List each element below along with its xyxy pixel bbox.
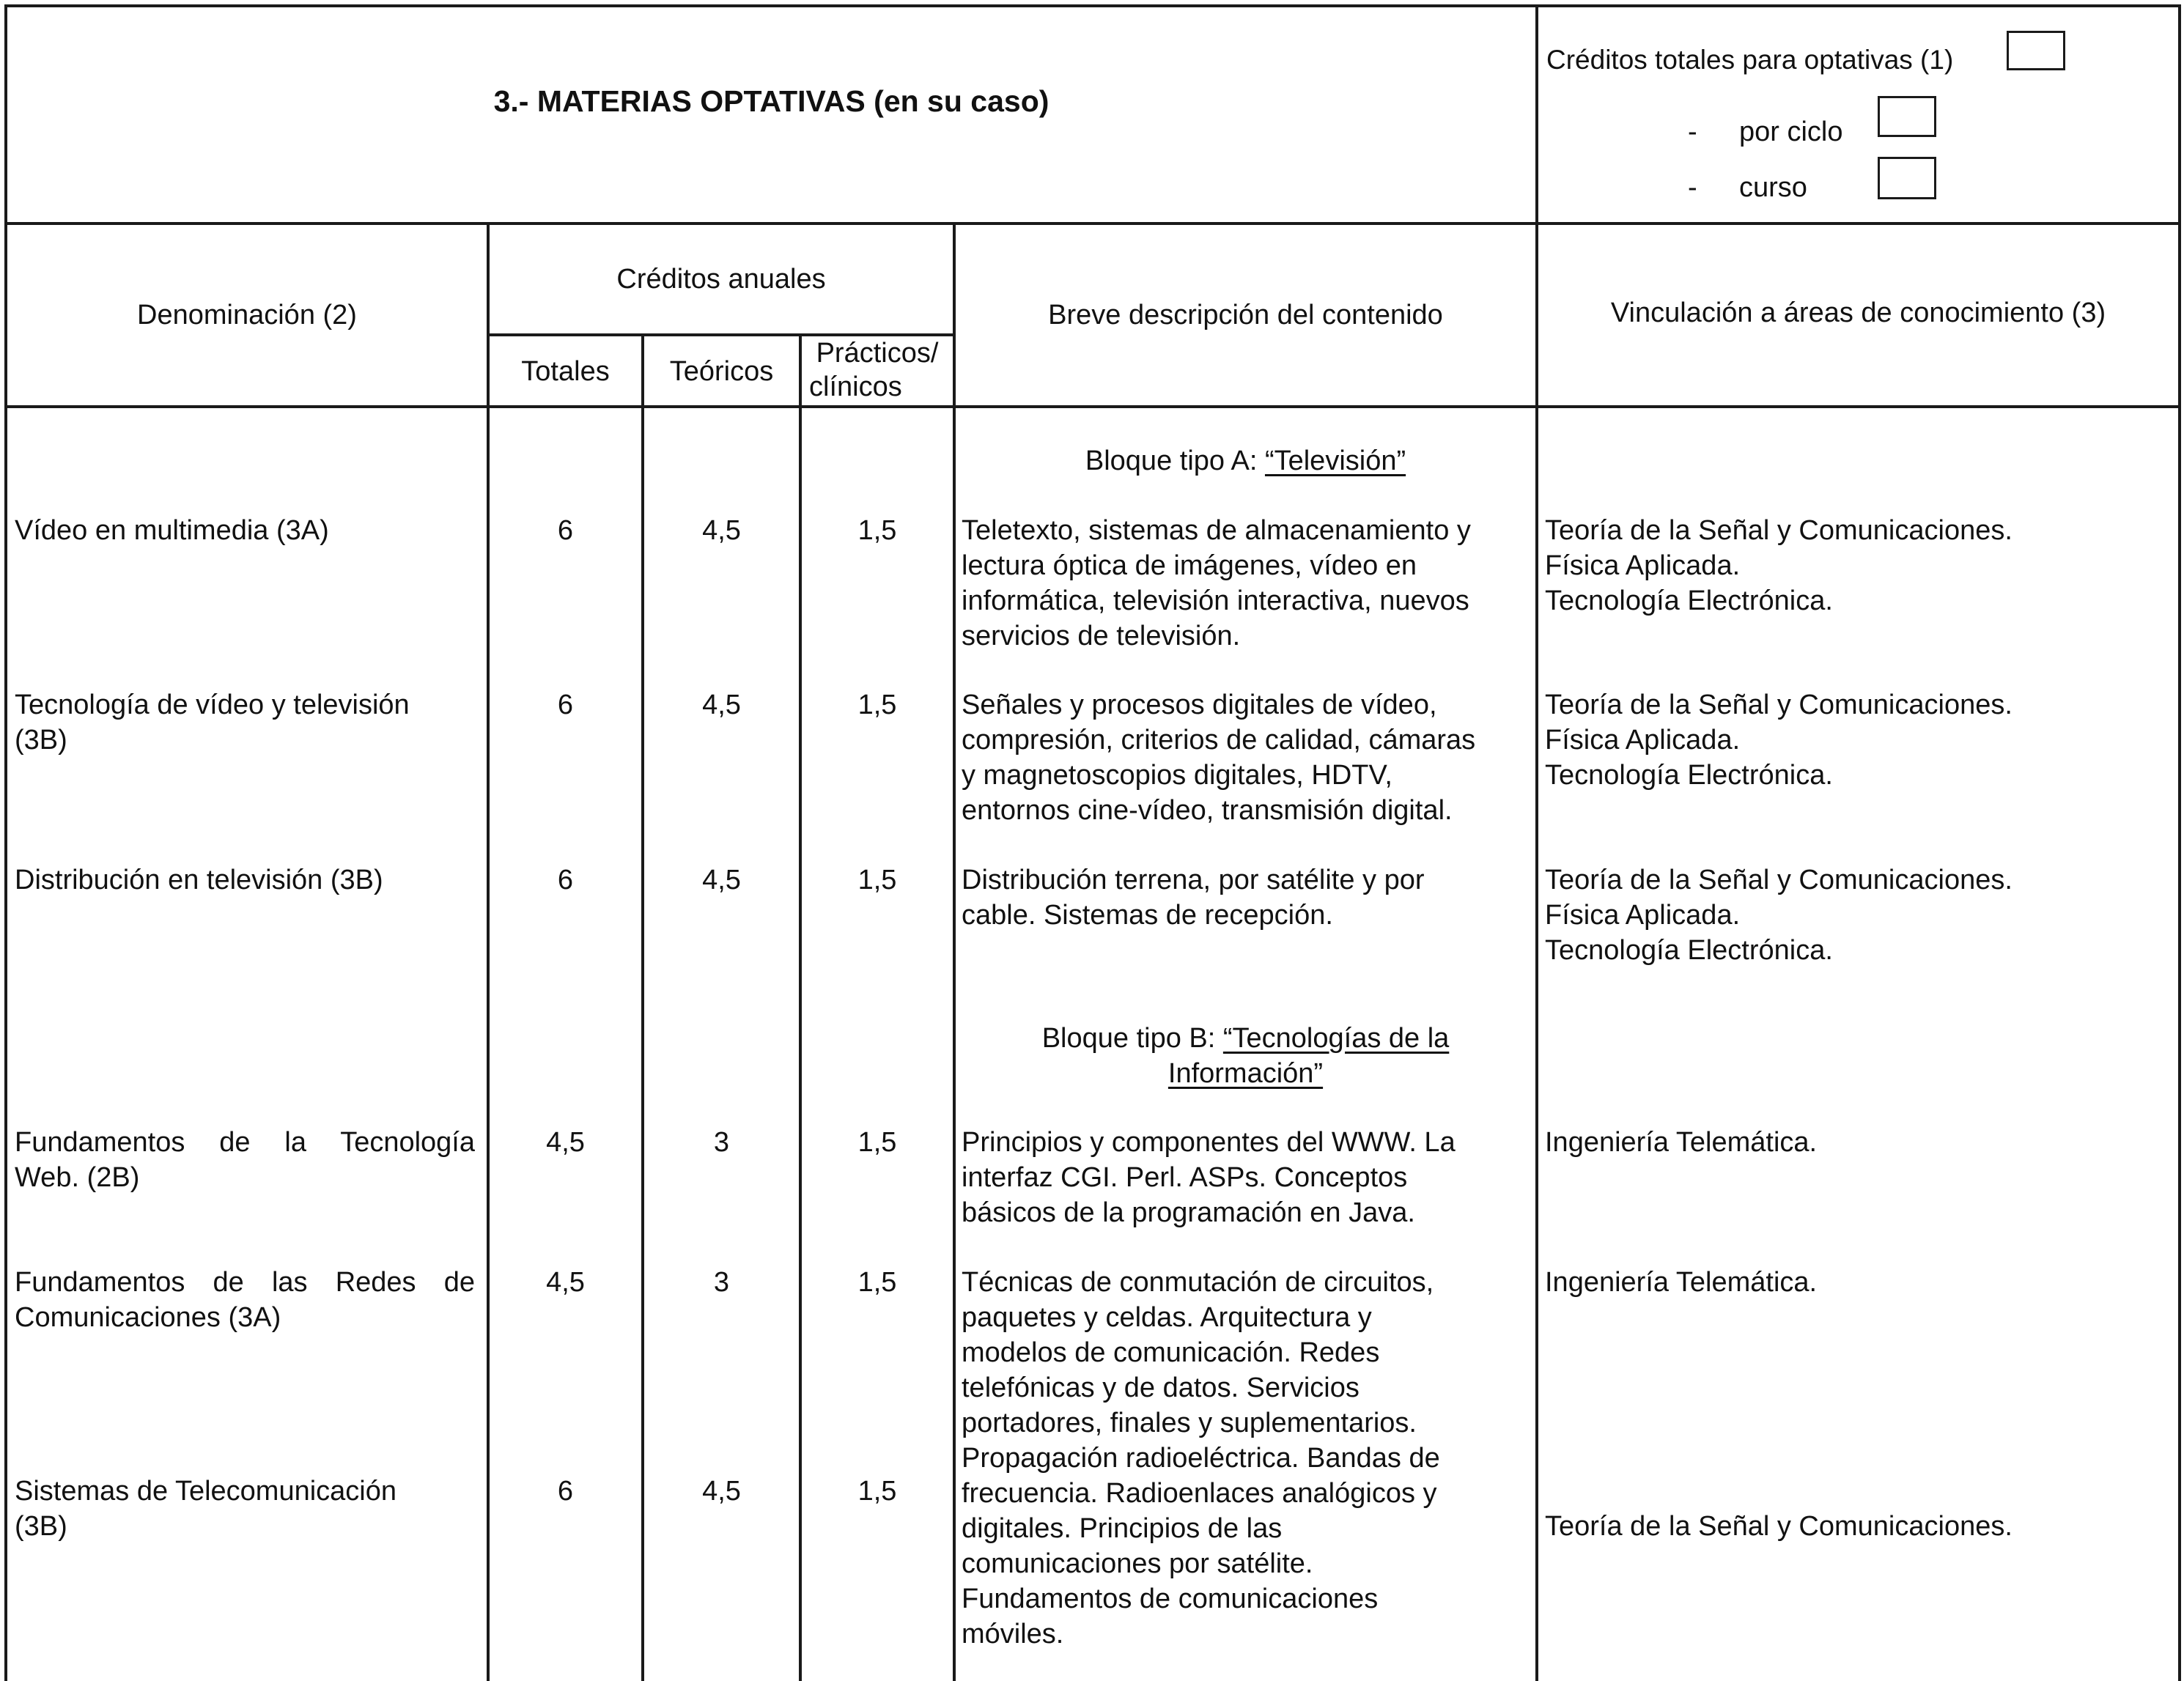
- description-line: telefónicas y de datos. Servicios: [962, 1372, 1360, 1403]
- credits-totales: 6: [557, 515, 574, 546]
- description-line: Teletexto, sistemas de almacenamiento y: [962, 515, 1471, 546]
- knowledge-area: Tecnología Electrónica.: [1545, 760, 1833, 791]
- block-a-prefix: Bloque tipo A:: [1085, 446, 1265, 476]
- credits-subheader-divider: [487, 333, 956, 336]
- column-divider-practicos: [953, 222, 956, 1681]
- description-line: informática, televisión interactiva, nuevos: [962, 585, 1469, 616]
- description-line: paquetes y celdas. Arquitectura y: [962, 1302, 1372, 1333]
- course-label: curso: [1739, 172, 1807, 203]
- knowledge-area: Física Aplicada.: [1545, 725, 1741, 755]
- knowledge-area: Tecnología Electrónica.: [1545, 935, 1833, 966]
- description-line: interfaz CGI. Perl. ASPs. Conceptos: [962, 1162, 1408, 1193]
- description-line: servicios de televisión.: [962, 621, 1241, 651]
- credits-totales: 4,5: [546, 1267, 585, 1298]
- subject-name: (3B): [15, 1511, 67, 1542]
- credits-practicos: 1,5: [857, 1127, 897, 1158]
- section-title: 3.- MATERIAS OPTATIVAS (en su caso): [493, 84, 1049, 118]
- description-line: Fundamentos de comunicaciones: [962, 1584, 1379, 1614]
- block-b-prefix: Bloque tipo B:: [1041, 1023, 1223, 1054]
- credits-totales: 6: [557, 690, 574, 720]
- course-box[interactable]: [1878, 157, 1936, 199]
- block-b-name-line2: Información”: [1167, 1058, 1324, 1089]
- column-header-descripcion: Breve descripción del contenido: [1048, 300, 1443, 330]
- column-header-divider: [4, 405, 2181, 408]
- column-header-teoricos: Teóricos: [669, 356, 774, 387]
- credits-practicos: 1,5: [857, 515, 897, 546]
- subject-name: Fundamentos de las Redes de: [15, 1267, 475, 1298]
- block-b-heading-line1: [956, 1021, 1535, 1056]
- block-a-name: “Televisión”: [1264, 446, 1406, 476]
- credits-totales: 6: [557, 865, 574, 895]
- block-b-heading-line2: [956, 1056, 1535, 1091]
- header-divider: [4, 222, 2181, 225]
- subject-name: (3B): [15, 725, 67, 755]
- subject-name: Fundamentos de la Tecnología: [15, 1127, 475, 1158]
- knowledge-area: Ingeniería Telemática.: [1545, 1127, 1818, 1158]
- credits-practicos: 1,5: [857, 865, 897, 895]
- description-line: Principios y componentes del WWW. La: [962, 1127, 1456, 1158]
- description-line: Señales y procesos digitales de vídeo,: [962, 690, 1437, 720]
- credits-practicos: 1,5: [857, 1476, 897, 1507]
- per-cycle-dash: -: [1688, 117, 1697, 147]
- description-line: modelos de comunicación. Redes: [962, 1337, 1380, 1368]
- block-a-heading: [956, 443, 1535, 479]
- credits-practicos: 1,5: [857, 690, 897, 720]
- knowledge-area: Teoría de la Señal y Comunicaciones.: [1545, 515, 2013, 546]
- column-header-creditos-anuales: Créditos anuales: [616, 264, 826, 295]
- credits-teoricos: 3: [713, 1127, 730, 1158]
- block-b-name-line1: “Tecnologías de la: [1222, 1023, 1450, 1054]
- table-border-left: [4, 4, 7, 1681]
- description-line: básicos de la programación en Java.: [962, 1197, 1415, 1228]
- knowledge-area: Tecnología Electrónica.: [1545, 585, 1833, 616]
- credits-teoricos: 4,5: [702, 1476, 741, 1507]
- subject-name: Vídeo en multimedia (3A): [15, 515, 329, 546]
- credits-teoricos: 4,5: [702, 515, 741, 546]
- column-header-practicos-line2: clínicos: [809, 372, 902, 402]
- knowledge-area: Teoría de la Señal y Comunicaciones.: [1545, 1511, 2013, 1542]
- credits-practicos: 1,5: [857, 1267, 897, 1298]
- column-divider-denominacion: [487, 222, 490, 1681]
- description-line: lectura óptica de imágenes, vídeo en: [962, 550, 1417, 581]
- knowledge-area: Teoría de la Señal y Comunicaciones.: [1545, 865, 2013, 895]
- description-line: Propagación radioeléctrica. Bandas de: [962, 1443, 1440, 1474]
- credits-teoricos: 3: [713, 1267, 730, 1298]
- description-line: compresión, criterios de calidad, cámaras: [962, 725, 1476, 755]
- credits-teoricos: 4,5: [702, 690, 741, 720]
- table-border-right: [2178, 4, 2181, 1681]
- credits-teoricos: 4,5: [702, 865, 741, 895]
- description-line: y magnetoscopios digitales, HDTV,: [962, 760, 1392, 791]
- credits-total-label: Créditos totales para optativas (1): [1546, 45, 1954, 75]
- course-dash: -: [1688, 172, 1697, 203]
- column-header-totales: Totales: [521, 356, 610, 387]
- subject-name: Web. (2B): [15, 1162, 140, 1193]
- table-border-top: [4, 4, 2181, 7]
- knowledge-area: Física Aplicada.: [1545, 900, 1741, 931]
- knowledge-area: Teoría de la Señal y Comunicaciones.: [1545, 690, 2013, 720]
- description-line: comunicaciones por satélite.: [962, 1548, 1313, 1579]
- credits-totales: 4,5: [546, 1127, 585, 1158]
- credits-total-box[interactable]: [2007, 31, 2065, 70]
- description-line: portadores, finales y suplementarios.: [962, 1408, 1417, 1438]
- knowledge-area: Ingeniería Telemática.: [1545, 1267, 1818, 1298]
- column-header-denominacion: Denominación (2): [137, 300, 357, 330]
- column-header-practicos-line1: Prácticos/: [816, 338, 939, 369]
- description-line: cable. Sistemas de recepción.: [962, 900, 1333, 931]
- per-cycle-box[interactable]: [1878, 96, 1936, 137]
- per-cycle-label: por ciclo: [1739, 117, 1843, 147]
- column-divider-descripcion: [1535, 4, 1538, 1681]
- subject-name: Sistemas de Telecomunicación: [15, 1476, 397, 1507]
- knowledge-area: Física Aplicada.: [1545, 550, 1741, 581]
- column-header-vinculacion: Vinculación a áreas de conocimiento (3): [1610, 298, 2106, 328]
- description-line: Técnicas de conmutación de circuitos,: [962, 1267, 1434, 1298]
- credits-totales: 6: [557, 1476, 574, 1507]
- subject-name: Comunicaciones (3A): [15, 1302, 281, 1333]
- description-line: entornos cine-vídeo, transmisión digital.: [962, 795, 1453, 826]
- description-line: Distribución terrena, por satélite y por: [962, 865, 1425, 895]
- subject-name: Tecnología de vídeo y televisión: [15, 690, 410, 720]
- subject-name: Distribución en televisión (3B): [15, 865, 383, 895]
- description-line: digitales. Principios de las: [962, 1513, 1283, 1544]
- description-line: frecuencia. Radioenlaces analógicos y: [962, 1478, 1437, 1509]
- description-line: móviles.: [962, 1619, 1064, 1649]
